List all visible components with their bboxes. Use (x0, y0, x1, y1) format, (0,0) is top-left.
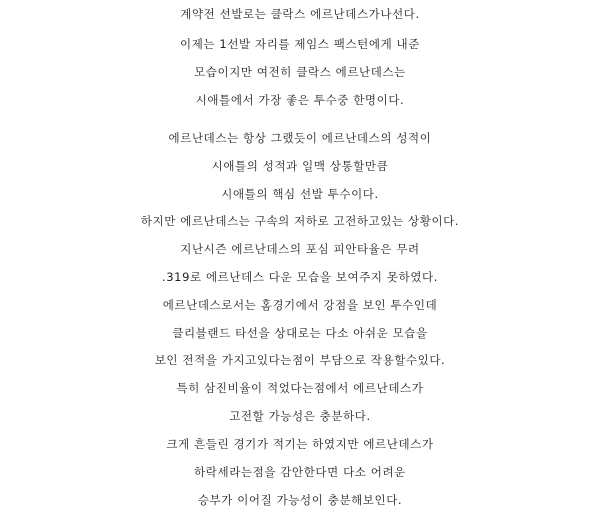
article-line-2: 이제는 1선발 자리를 제임스 팩스턴에게 내준 (180, 37, 420, 51)
article-line-13: 보인 전적을 가지고있다는점이 부담으로 작용할수있다. (154, 353, 446, 367)
article-line-17: 하락세라는점을 감안한다면 다소 어려운 (194, 465, 406, 479)
article-line-5: 에르난데스는 항상 그랬듯이 에르난데스의 성적이 (168, 131, 432, 145)
article-line-6: 시애틀의 성적과 일맥 상통할만큼 (211, 159, 389, 173)
article-line-7: 시애틀의 핵심 선발 투수이다. (221, 187, 379, 201)
article-line-9: 지난시즌 에르난데스의 포심 피안타율은 무려 (180, 242, 420, 256)
article-line-11: 에르난데스로서는 홈경기에서 강점을 보인 투수인데 (162, 298, 438, 312)
article-line-14: 특히 삼진비율이 적었다는점에서 에르난데스가 (176, 381, 424, 395)
article-line-18: 승부가 이어질 가능성이 충분해보인다. (197, 493, 403, 507)
article-line-4: 시애틀에서 가장 좋은 투수중 한명이다. (195, 93, 405, 107)
article-line-16: 크게 흔들린 경기가 적기는 하였지만 에르난데스가 (166, 437, 434, 451)
article-line-1: 계약전 선발로는 클락스 에르난데스가나선다. (180, 7, 420, 21)
article-line-12: 클리블랜드 타선을 상대로는 다소 아쉬운 모습을 (172, 326, 428, 340)
article-line-8: 하지만 에르난데스는 구속의 저하로 고전하고있는 상황이다. (140, 214, 460, 228)
article-line-15: 고전할 가능성은 충분하다. (229, 409, 371, 423)
article-line-3: 모습이지만 여전히 클락스 에르난데스는 (194, 65, 406, 79)
article-line-10: .319로 에르난데스 다운 모습을 보여주지 못하였다. (161, 270, 438, 284)
